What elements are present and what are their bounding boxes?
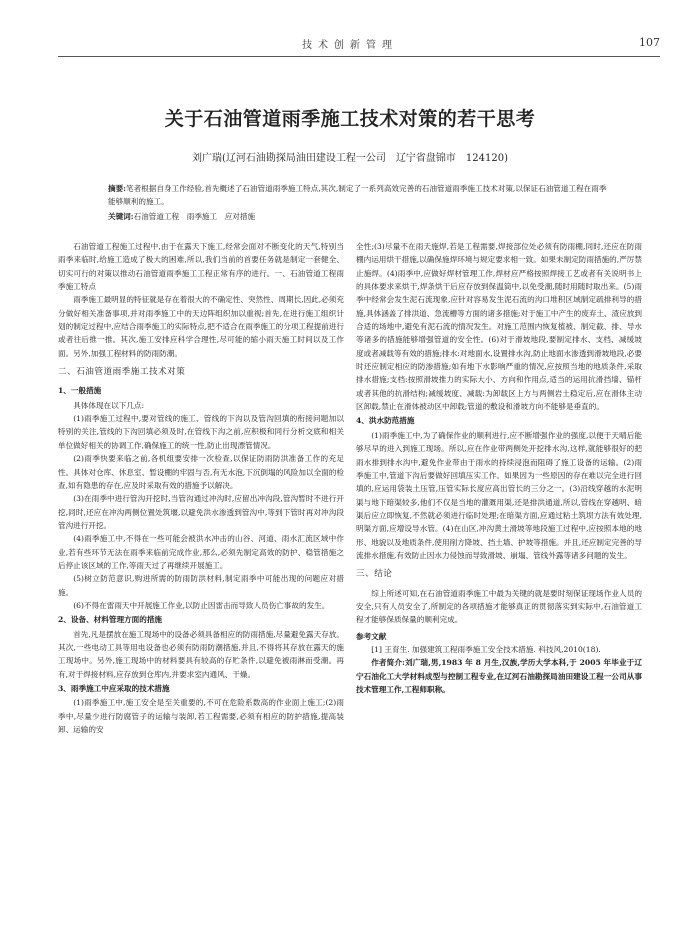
left-column xyxy=(58,240,344,736)
abstract xyxy=(108,182,608,208)
body-paragraph: (5)树立防范意识,购进所需的防雨防洪材料,制定雨季中可能出现的问题应对措施。 xyxy=(58,574,344,597)
body-paragraph: (6)不得在雷雨天中开展施工作业,以防止因雷击而导致人员伤亡事故的发生。 xyxy=(73,600,330,610)
conclusion-paragraph: 综上所述可知,在石油管道雨季施工中最为关键的就是要时刻保证现场作业人员的安全,只有人员安全了,所制定的各项措施才能够真正的贯彻落实到实际中,石油管道工程才能够保质保量的顺利完成。 xyxy=(356,588,642,625)
running-header xyxy=(0,36,700,56)
abstract-block xyxy=(108,182,608,223)
article-title: 关于石油管道雨季施工技术对策的若干思考 xyxy=(164,108,536,130)
references-heading: 参考文献 xyxy=(356,631,387,641)
body-paragraph: (4)雨季施工中,不得在一些可能会被洪水冲击的山谷、河道、雨水汇流区域中作业,若有些环节无法在雨季来临前完成作业,那么,必须先制定高效的防护、稳管措施之后停止该区域的工作,等雨天过了再继续开展施工。 xyxy=(58,534,344,570)
body-paragraph: 石油管道工程施工过程中,由于在露天下施工,经常会面对不断变化的天气,特别当雨季来临时,给施工造成了极大的困难,所以,我们当前的首要任务就是制定一套健全、切实可行的对策以推动石油管道雨季施工工程正常有序的进行。一、石油管道工程雨季施工特点 xyxy=(58,242,344,292)
keywords xyxy=(108,210,608,223)
body-paragraph: 雨季施工最明显的特征就是存在着很大的不确定性、突然性、周期长,因此,必须充分做好相关准备事项,并对雨季施工中的天边阵组织加以重视;首先,在进行施工组织计划的制定过程中,应结合雨季施工的实际特点,把不适合在雨季施工的分项工程提前进行或者往后推一推。其次,施工安排应科学合理性,尽可能的缩小雨天施工时间以及工作面。另外,加强工程材料的防雨防潮。 xyxy=(58,295,344,358)
header-divider xyxy=(58,56,660,57)
journal-section-title: 技术创新管理 xyxy=(302,40,398,51)
body-paragraph: 首先,凡是摆放在施工现场中的设备必须具备相应的防雨措施,尽量避免露天存放。其次,一些电动工具等用电设备也必须有防雨防潮措施,并且,不得将其存放在露天的施工现场中。另外,施工现场中的材料要具有较高的存贮条件,以避免被雨淋而受潮。再有,对于焊接材料,应存放到仓库内,并要求室内通风、干燥。 xyxy=(58,629,344,679)
subsection-heading: 2、设备、材料管理方面的措施 xyxy=(58,615,163,625)
body-paragraph: 具体体现在以下几点: xyxy=(73,400,145,410)
subsection-heading: 3、雨季施工中应采取的技术措施 xyxy=(58,684,170,693)
section-heading: 三、结论 xyxy=(356,569,393,580)
author-bio: 作者简介:刘广瑞,男,1983 年 8 月生,汉族,学历大学本科,于 2005 年毕业于辽宁石油化工大学材料成型与控制工程专业,在辽河石油勘探局油田建设工程一公司从事技术管理工作,工程师职称。 xyxy=(356,658,642,694)
abstract-label: 摘要: xyxy=(108,184,126,193)
subsection-heading: 1、一般措施 xyxy=(58,386,102,396)
page-number: 107 xyxy=(639,36,660,49)
body-paragraph: (1)雨季施工过程中,要对管线的施工、管线的下沟以及管沟回填的衔接问题加以特别的关注,管线的下沟回填必须及时,在管线下沟之前,应积极和同行分析交底和相关单位做好相关的协调工作,确保施工的统一性,防止出现漂管情况。 xyxy=(58,414,344,450)
reference-item: [1] 王育生. 加强建筑工程雨季施工安全技术措施. 科技风,2010(18). xyxy=(371,644,601,654)
author-line: 刘广瑞(辽河石油勘探局油田建设工程一公司 辽宁省盘锦市 124120) xyxy=(192,153,508,164)
body-paragraph: (1)雨季施工中,为了确保作业的顺利进行,应不断增强作业的强度,以便于天晴后能够尽早的进入到施工现场。所以,应在作业带两侧处开挖排水沟,这样,就能够很好的把雨水排到排水沟中,避免作业带由于雨水的持续浸泡而阻碍了施工设备的运输。(2)雨季施工中,管道下沟后要做好回填压实工作。如果因为一些原因的存在难以完全进行回填的,应运用袋装土压管,压管实际长度应高出管长的三分之一。(3)沿线穿越的水泥明渠与地下暗渠较多,他们不仅是当地的灌溉用渠,还是排洪通道,所以,管线在穿越明、暗渠后应立即恢复,不然就必须进行临时处理;在暗渠方面,应通过粘土筑坝方法有效处理,明渠方面,应增设导水管。(4)在山区,冲沟黄土滑坡等地段施工过程中,应按照本地的地形、地貌以及地质条件,使用削方降坡、挡土墙、护坡等措施。并且,还应制定完善的导流排水措施,有效防止因水力侵蚀而导致滑坡、崩塌、管线外露等诸多问题的发生。 xyxy=(356,430,642,560)
body-paragraph: (2)雨季快要来临之前,各机组要安排一次检查,以保证防雨防洪准备工作的充足性。具体对仓库、休息室、暂设棚的牢固与否,有无水泡,下沉倒塌的风险加以全面的检查,如有隐患的存在,应及时采取有效的措施予以解决。 xyxy=(58,454,344,490)
right-column xyxy=(356,240,642,696)
body-paragraph: 全性;(3)尽量不在雨天施焊,若是工程需要,焊接部位处必须有防雨棚,同时,还应在防雨棚内运用烘干措施,以确保施焊环境与规定要求相一致。如果未制定防雨措施的,严厉禁止施焊。(4)雨季中,应做好焊材管理工作,焊材应严格按照焊接工艺或者有关说明书上的具体要求来烘干,焊条烘干后应存放到保温筒中,以免受潮,随时用随时取出来。(5)雨季中经常会发生泥石流现象,应针对容易发生泥石流的沟口堆积区域制定疏排利导的措施,具体涵盖了排洪道、急流槽等方面的诸多措施;对于施工中产生的废弃土、渣应放到合适的场地中,避免有泥石流的情况发生。对施工范围内恢复植被、制定截、排、导水等诸多的措施能够增强管道的安全性。(6)对于滑坡地段,要制定排水、支档、减缓坡度或者减载等有效的措施;排水:对地面水,设置排水沟,防止地面水渗透到滑坡地段,必要时还应制定相应的防渗措施;如有地下水影响严重的情况,应按照当地的地质条件,采取排水措施;支档:按照滑坡推力的实际大小、方向和作用点,适当的运用抗滑挡墙、锚杆或者其他的抗滑结构;减缓坡度、减载:为卸载区上方与两侧岩土稳定后,应在滑体主动区卸载,禁止在滑体被动区中卸载;管道的敷设和滑坡方向不能够是垂直的。 xyxy=(356,242,642,412)
body-paragraph: (1)雨季施工中,施工安全是至关重要的,不可在危险系数高的作业面上施工;(2)雨季中,尽量少进行防腐管子的运输与装卸,若工程需要,必须有相应的防护措施,提高装卸、运输的安 xyxy=(58,698,344,735)
subsection-heading: 4、洪水防范措施 xyxy=(356,416,415,426)
body-paragraph: (3)在雨季中进行管沟开挖时,当管沟通过冲沟时,应留出冲沟段,管沟暂时不进行开挖,同时,还应在冲沟两侧位置处筑堰,以避免洪水渗透到管沟中,等到下管时再对冲沟段管沟进行开挖。 xyxy=(58,494,344,530)
section-heading: 二、石油管道雨季施工技术对策 xyxy=(58,367,186,378)
keywords-label: 关键词: xyxy=(108,212,134,221)
abstract-text: 笔者根据自身工作经验,首先概述了石油管道雨季施工特点,其次,制定了一系列高效完善的石油管道雨季施工技术对策,以保证石油管道工程在雨季能够顺利的施工。 xyxy=(108,184,607,206)
keywords-text: 石油管道工程 雨季施工 应对措施 xyxy=(133,212,256,221)
